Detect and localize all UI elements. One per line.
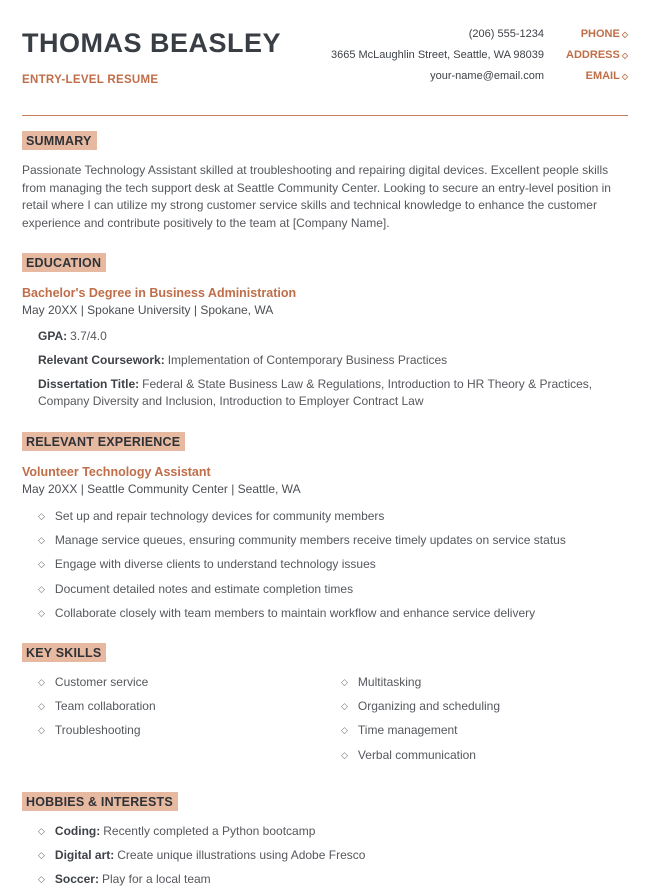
detail-coursework: Relevant Coursework: Implementation of Contemporary Business Practices	[38, 352, 448, 367]
hobbies-list	[38, 823, 628, 888]
contact-block	[331, 28, 628, 91]
diamond-bullet-icon: ◇	[38, 850, 45, 861]
degree-meta: May 20XX | Spokane University | Spokane, WA	[22, 303, 274, 318]
experience-bullet: ◇ Document detailed notes and estimate completion times	[38, 581, 354, 596]
experience-bullet-list	[38, 508, 628, 622]
header-divider	[22, 115, 628, 116]
header-left	[22, 28, 281, 86]
section-summary	[22, 131, 628, 232]
diamond-bullet-icon: ◇	[341, 725, 348, 736]
contact-row-phone	[331, 28, 628, 40]
skill-item: ◇ Verbal communication	[341, 747, 476, 762]
section-experience	[22, 432, 628, 622]
skill-item: ◇ Troubleshooting	[38, 723, 141, 738]
section-hobbies	[22, 792, 628, 888]
skill-item: ◇ Team collaboration	[38, 698, 156, 713]
phone-label: PHONE ◇	[580, 28, 628, 40]
skill-item: ◇ Multitasking	[341, 674, 422, 689]
hobby-item: ◇ Digital art: Create unique illustrations using Adobe Fresco	[38, 848, 366, 863]
summary-text: Passionate Technology Assistant skilled at troubleshooting and repairing digital devices. Excellent people skills from managing the tech support desk at Seattle Community Center. Looking to secure an entry-level position in retail where I can utilize my strong customer service skills and technical knowledge to enhance the customer experience and contribute positively to the team at [Company Name].	[22, 163, 611, 230]
email-label: EMAIL ◇	[585, 70, 628, 82]
diamond-bullet-icon: ◇	[38, 534, 45, 545]
skills-column-2	[341, 674, 628, 771]
email-value: your-name@email.com	[430, 70, 544, 82]
experience-bullet: ◇ Set up and repair technology devices for community members	[38, 508, 385, 523]
diamond-bullet-icon: ◇	[38, 725, 45, 736]
resume-subtitle: ENTRY-LEVEL RESUME	[22, 74, 159, 86]
diamond-bullet-icon: ◇	[38, 583, 45, 594]
diamond-bullet-icon: ◇	[38, 510, 45, 521]
diamond-icon: ◇	[621, 30, 628, 39]
skills-heading: KEY SKILLS	[22, 643, 106, 662]
hobbies-heading: HOBBIES & INTERESTS	[22, 792, 178, 811]
section-skills	[22, 643, 628, 771]
diamond-bullet-icon: ◇	[38, 874, 45, 885]
education-details	[38, 328, 628, 411]
diamond-bullet-icon: ◇	[341, 676, 348, 687]
detail-dissertation: Dissertation Title: Federal & State Business Law & Regulations, Introduction to HR Theory & Practices, Company Diversity and Inclusion, Introduction to Employer Contract Law	[38, 376, 593, 409]
detail-gpa: GPA: 3.7/4.0	[38, 329, 107, 344]
hobby-item: ◇ Coding: Recently completed a Python bootcamp	[38, 823, 316, 838]
contact-row-address	[331, 49, 628, 61]
diamond-bullet-icon: ◇	[38, 825, 45, 836]
candidate-name: THOMAS BEASLEY	[22, 28, 282, 58]
job-meta: May 20XX | Seattle Community Center | Seattle, WA	[22, 481, 301, 496]
diamond-bullet-icon: ◇	[341, 700, 348, 711]
degree-title: Bachelor's Degree in Business Administration	[22, 286, 297, 301]
skill-item: ◇ Organizing and scheduling	[341, 698, 501, 713]
experience-heading: RELEVANT EXPERIENCE	[22, 432, 185, 451]
header	[22, 28, 628, 91]
diamond-bullet-icon: ◇	[38, 559, 45, 570]
diamond-bullet-icon: ◇	[38, 676, 45, 687]
phone-value: (206) 555-1234	[468, 28, 544, 40]
diamond-icon: ◇	[621, 72, 628, 81]
experience-bullet: ◇ Manage service queues, ensuring community members receive timely updates on service status	[38, 532, 566, 547]
education-heading: EDUCATION	[22, 253, 106, 272]
diamond-bullet-icon: ◇	[341, 749, 348, 760]
address-label: ADDRESS ◇	[566, 49, 628, 61]
address-value: 3665 McLaughlin Street, Seattle, WA 98039	[330, 49, 544, 61]
skills-column-1	[38, 674, 325, 771]
section-education	[22, 253, 628, 411]
experience-bullet: ◇ Collaborate closely with team members to maintain workflow and enhance service delivery	[38, 605, 536, 620]
hobby-item: ◇ Soccer: Play for a local team	[38, 872, 211, 887]
skills-columns	[22, 662, 628, 771]
skill-item: ◇ Time management	[341, 723, 458, 738]
contact-row-email	[331, 70, 628, 82]
diamond-icon: ◇	[621, 51, 628, 60]
diamond-bullet-icon: ◇	[38, 607, 45, 618]
job-title: Volunteer Technology Assistant	[22, 464, 211, 479]
skill-item: ◇ Customer service	[38, 674, 149, 689]
summary-heading: SUMMARY	[22, 131, 97, 150]
diamond-bullet-icon: ◇	[38, 700, 45, 711]
experience-bullet: ◇ Engage with diverse clients to understand technology issues	[38, 557, 376, 572]
